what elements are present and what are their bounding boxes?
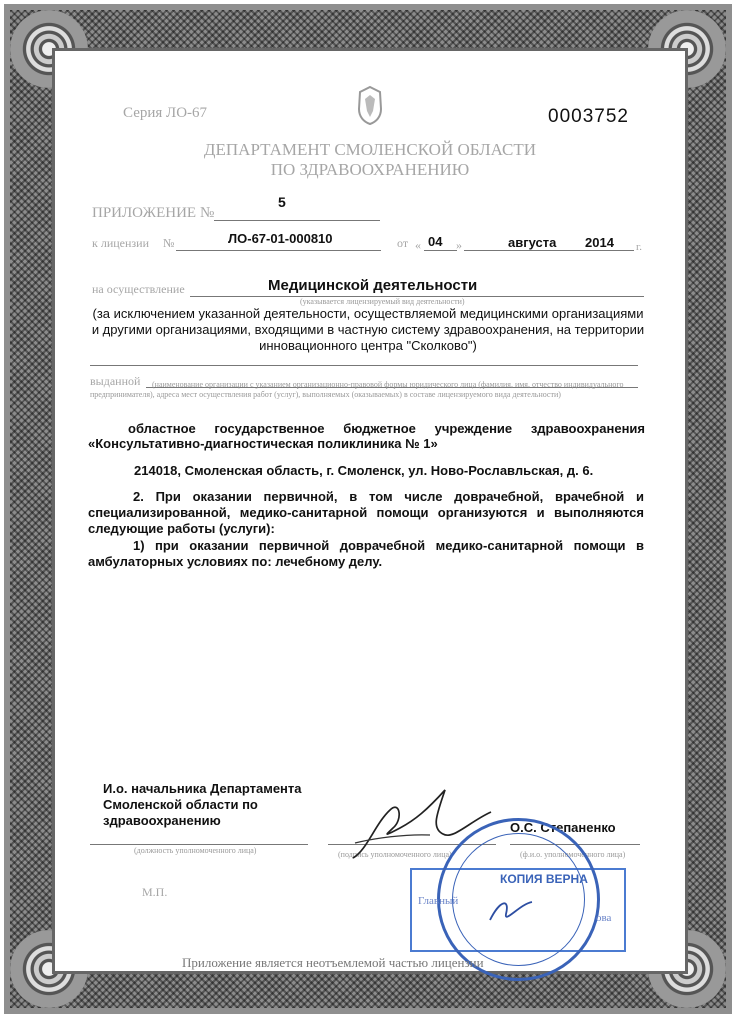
footer-note: Приложение является неотъемлемой частью лицензии xyxy=(182,955,484,970)
organization-line-1: областное государственное бюджетное учреждение здравоохранения xyxy=(128,421,645,436)
blank-line xyxy=(90,365,638,366)
organization-line-2: «Консультативно-диагностическая поликлиника № 1» xyxy=(88,436,438,451)
license-year: 2014 xyxy=(585,235,614,250)
year-suffix: г. xyxy=(636,241,643,253)
appendix-label: ПРИЛОЖЕНИЕ xyxy=(92,205,197,221)
appendix-number: 5 xyxy=(278,194,286,210)
paragraph-2: 2. При оказании первичной, в том числе доврачебной, врачебной и специализированной, медико-санитарной помощи организуются и выполняются следующие работы (услуги): xyxy=(88,489,644,536)
issued-caption: (наименование организации с указанием организационно-правовой формы юридического лица (фамилия, имя, отчество индивидуального предпринимателя), адреса мест осуществления работ (услуг), выполняемых (оказываемых) в составе лицензируемого вида деятельности) xyxy=(90,380,624,399)
license-month: августа xyxy=(508,235,557,250)
stamp-fragment-left: Главный xyxy=(418,895,459,907)
coat-of-arms-icon xyxy=(350,84,390,126)
signatory-position-line-3: здравоохранению xyxy=(103,813,221,828)
seal-place-label: М.П. xyxy=(142,885,168,899)
signatory-position-line-1: И.о. начальника Департамента xyxy=(103,781,302,796)
department-line-1: ДЕПАРТАМЕНТ СМОЛЕНСКОЙ ОБЛАСТИ xyxy=(203,140,537,159)
signatory-name: О.С. Степаненко xyxy=(510,820,616,835)
position-caption: (должность уполномоченного лица) xyxy=(134,846,257,855)
stamp-fragment-right: ова xyxy=(596,912,612,924)
day-line xyxy=(424,250,457,251)
activity-label: на осуществление xyxy=(92,282,185,296)
department-title xyxy=(100,140,640,180)
activity-caption: (указывается лицензируемый вид деятельности) xyxy=(300,297,465,306)
paragraph-3: 1) при оказании первичной доврачебной медико-санитарной помощи в амбулаторных условиях по: лечебному делу. xyxy=(88,538,644,569)
license-number-line xyxy=(176,250,381,251)
organization-address: 214018, Смоленская область, г. Смоленск, ул. Ново-Рославльская, д. 6. xyxy=(134,463,594,478)
series-label: Серия ЛО-67 xyxy=(123,105,208,121)
quote-open: « xyxy=(415,238,421,252)
quote-close: » xyxy=(456,238,462,252)
license-label: к лицензии xyxy=(92,236,149,250)
activity-exception: (за исключением указанной деятельности, осуществляемой медицинскими организациями и другими организациями, входящими в частную систему здравоохранения, на территории инновационного центра "Сколково") xyxy=(91,306,645,353)
month-year-line xyxy=(464,250,634,251)
license-number-sign: № xyxy=(163,236,175,250)
name-caption: (ф.и.о. уполномоченного лица) xyxy=(520,850,626,859)
signatory-position xyxy=(103,781,302,829)
license-number: ЛО-67-01-000810 xyxy=(228,231,333,246)
license-day: 04 xyxy=(428,234,443,249)
department-line-2: ПО ЗДРАВООХРАНЕНИЮ xyxy=(270,160,470,179)
copy-certified-text: КОПИЯ ВЕРНА xyxy=(500,872,588,886)
form-number: 0003752 xyxy=(548,106,629,127)
license-from-label: от xyxy=(397,236,409,250)
issued-label: выданной xyxy=(90,374,141,388)
signature-caption: (подпись уполномоченного лица) xyxy=(338,850,452,859)
position-line xyxy=(90,844,308,845)
signatory-position-line-2: Смоленской области по xyxy=(103,797,258,812)
activity-value: Медицинской деятельности xyxy=(268,277,478,294)
stamp-signature xyxy=(486,890,536,930)
appendix-number-sign: № xyxy=(200,205,215,221)
appendix-number-line xyxy=(214,220,380,221)
